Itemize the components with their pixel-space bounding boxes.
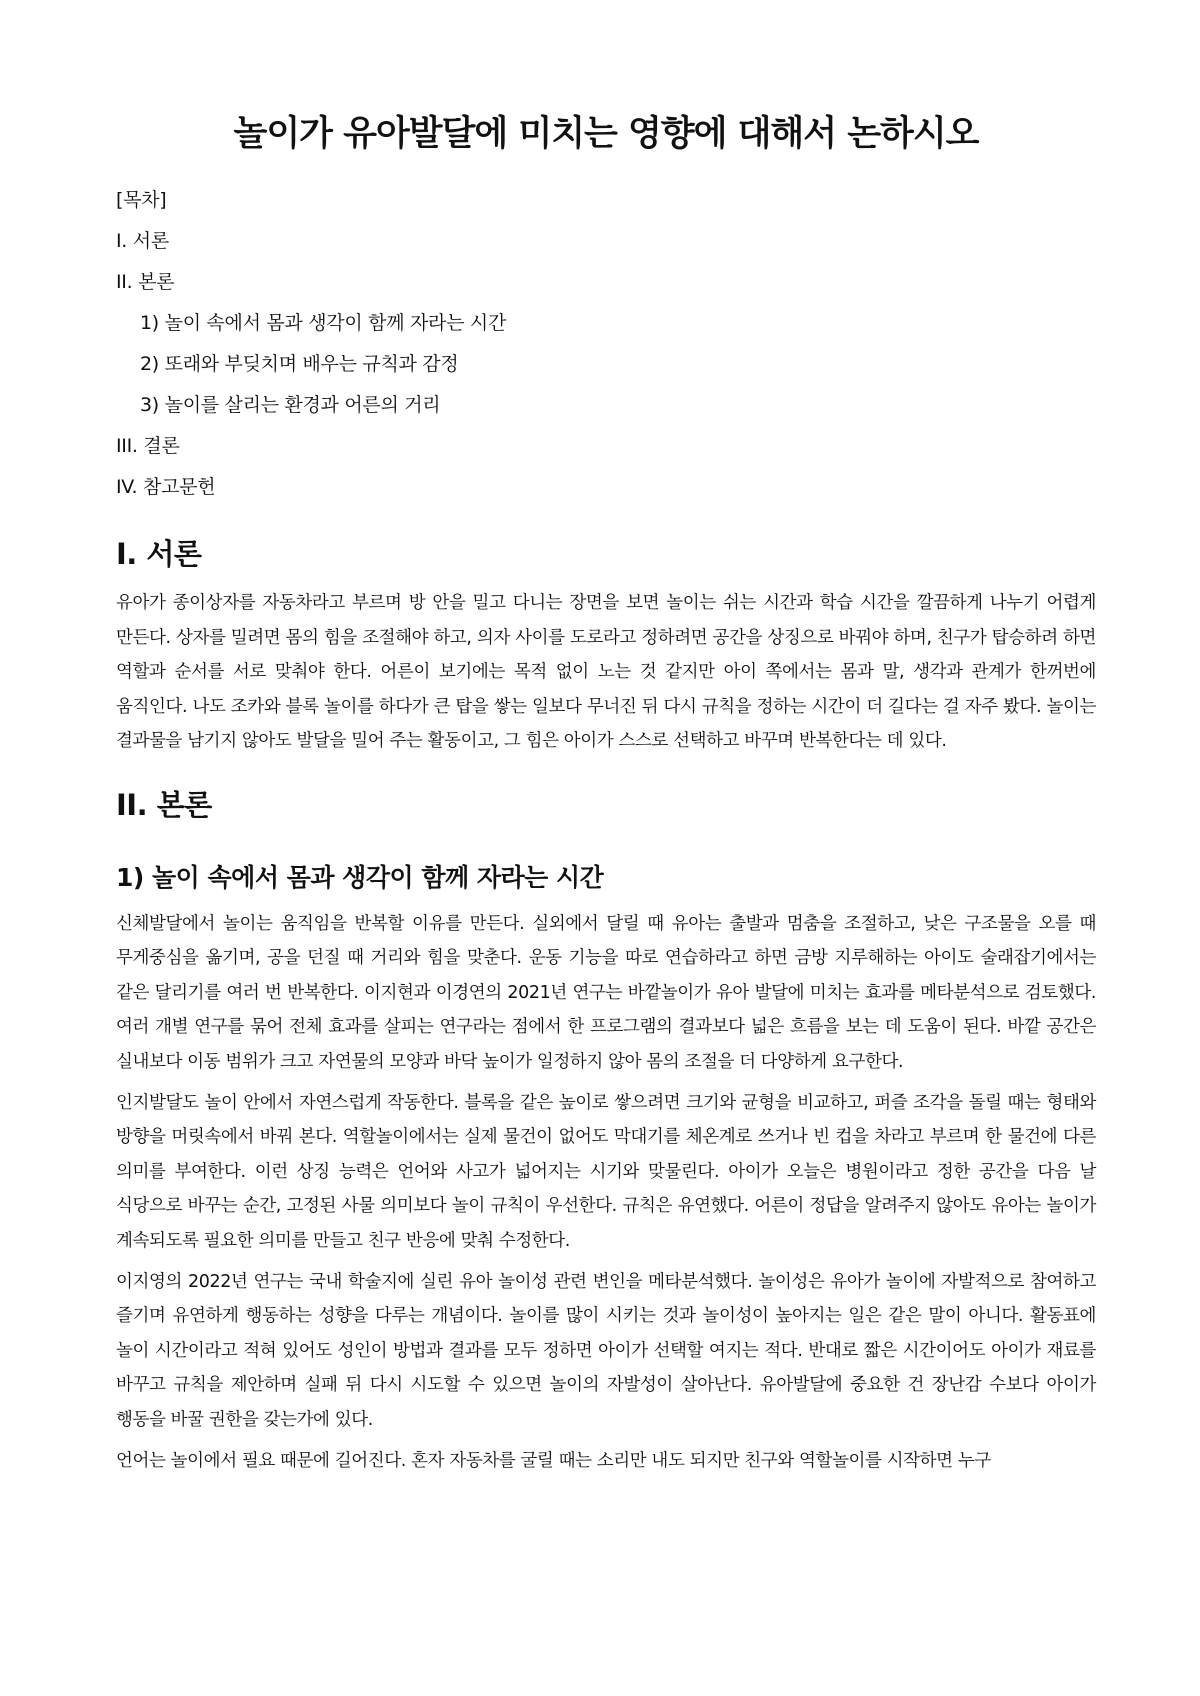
toc-item-body-1: 1) 놀이 속에서 몸과 생각이 함께 자라는 시간 xyxy=(140,311,506,334)
body-paragraph-1: 신체발달에서 놀이는 움직임을 반복할 이유를 만든다. 실외에서 달릴 때 유아는 출발과 멈춤을 조절하고, 낮은 구조물을 오를 때 무게중심을 옮기며, 공을 던질 때 거리와 힘을 맞춘다. 운동 기능을 따로 연습하라고 하면 금방 지루해하는 아이도 술래잡기에서는 같은 달리기를 여러 번 반복한다. 이지현과 이경연의 2021년 연구는 바깥놀이가 유아 발달에 미치는 효과를 메타분석으로 검토했다. 여러 개별 연구를 묶어 전체 효과를 살피는 연구라는 점에서 한 프로그램의 결과보다 넓은 흐름을 보는 데 도움이 된다. 바깥 공간은 실내보다 이동 범위가 크고 자연물의 모양과 바닥 높이가 일정하지 않아 몸의 조절을 더 다양하게 요구한다. xyxy=(116,913,1096,1073)
table-of-contents xyxy=(116,180,1096,508)
body-paragraph-4: 언어는 놀이에서 필요 때문에 길어진다. 혼자 자동차를 굴릴 때는 소리만 내도 되지만 친구와 역할놀이를 시작하면 누구 xyxy=(116,1450,991,1471)
body-paragraph-2: 인지발달도 놀이 안에서 자연스럽게 작동한다. 블록을 같은 높이로 쌓으려면 크기와 균형을 비교하고, 퍼즐 조각을 돌릴 때는 형태와 방향을 머릿속에서 바꿔 본다. 역할놀이에서는 실제 물건이 없어도 막대기를 체온계로 쓰거나 빈 컵을 차라고 부르며 한 물건에 다른 의미를 부여한다. 이런 상징 능력은 언어와 사고가 넓어지는 시기와 맞물린다. 아이가 오늘은 병원이라고 정한 공간을 다음 날 식당으로 바꾸는 순간, 고정된 사물 의미보다 놀이 규칙이 우선한다. 규칙은 유연했다. 어른이 정답을 알려주지 않아도 유아는 놀이가 계속되도록 필요한 의미를 만들고 친구 반응에 맞춰 수정한다. xyxy=(116,1092,1096,1251)
toc-item-conclusion: III. 결론 xyxy=(116,434,180,457)
section-heading-intro: I. 서론 xyxy=(116,536,202,571)
body-paragraph-3: 이지영의 2022년 연구는 국내 학술지에 실린 유아 놀이성 관련 변인을 메타분석했다. 놀이성은 유아가 놀이에 자발적으로 참여하고 즐기며 유연하게 행동하는 성향을 다루는 개념이다. 놀이를 많이 시키는 것과 놀이성이 높아지는 일은 같은 말이 아니다. 활동표에 놀이 시간이라고 적혀 있어도 성인이 방법과 결과를 모두 정하면 아이가 선택할 여지는 적다. 반대로 짧은 시간이어도 아이가 재료를 바꾸고 규칙을 제안하며 실패 뒤 다시 시도할 수 있으면 놀이의 자발성이 살아난다. 유아발달에 중요한 건 장난감 수보다 아이가 행동을 바꿀 권한을 갖는가에 있다. xyxy=(116,1271,1096,1430)
toc-item-body-2: 2) 또래와 부딪치며 배우는 규칙과 감정 xyxy=(140,352,459,375)
document-title: 놀이가 유아발달에 미치는 영향에 대해서 논하시오 xyxy=(233,114,979,154)
section-heading-body: II. 본론 xyxy=(116,788,212,823)
subsection-heading-1: 1) 놀이 속에서 몸과 생각이 함께 자라는 시간 xyxy=(116,862,604,892)
toc-item-body: II. 본론 xyxy=(116,270,175,293)
toc-item-body-3: 3) 놀이를 살리는 환경과 어른의 거리 xyxy=(140,393,441,416)
toc-item-intro: I. 서론 xyxy=(116,229,169,252)
toc-item-references: IV. 참고문헌 xyxy=(116,475,216,498)
toc-heading: [목차] xyxy=(116,188,167,211)
intro-paragraph: 유아가 종이상자를 자동차라고 부르며 방 안을 밀고 다니는 장면을 보면 놀이는 쉬는 시간과 학습 시간을 깔끔하게 나누기 어렵게 만든다. 상자를 밀려면 몸의 힘을 조절해야 하고, 의자 사이를 도로라고 정하려면 공간을 상징으로 바꿔야 하며, 친구가 탑승하려 하면 역할과 순서를 서로 맞춰야 한다. 어른이 보기에는 목적 없이 노는 것 같지만 아이 쪽에서는 몸과 말, 생각과 관계가 한꺼번에 움직인다. 나도 조카와 블록 놀이를 하다가 큰 탑을 쌓는 일보다 무너진 뒤 다시 규칙을 정하는 시간이 더 길다는 걸 자주 봤다. 놀이는 결과물을 남기지 않아도 발달을 밀어 주는 활동이고, 그 힘은 아이가 스스로 선택하고 바꾸며 반복한다는 데 있다. xyxy=(116,593,1096,752)
